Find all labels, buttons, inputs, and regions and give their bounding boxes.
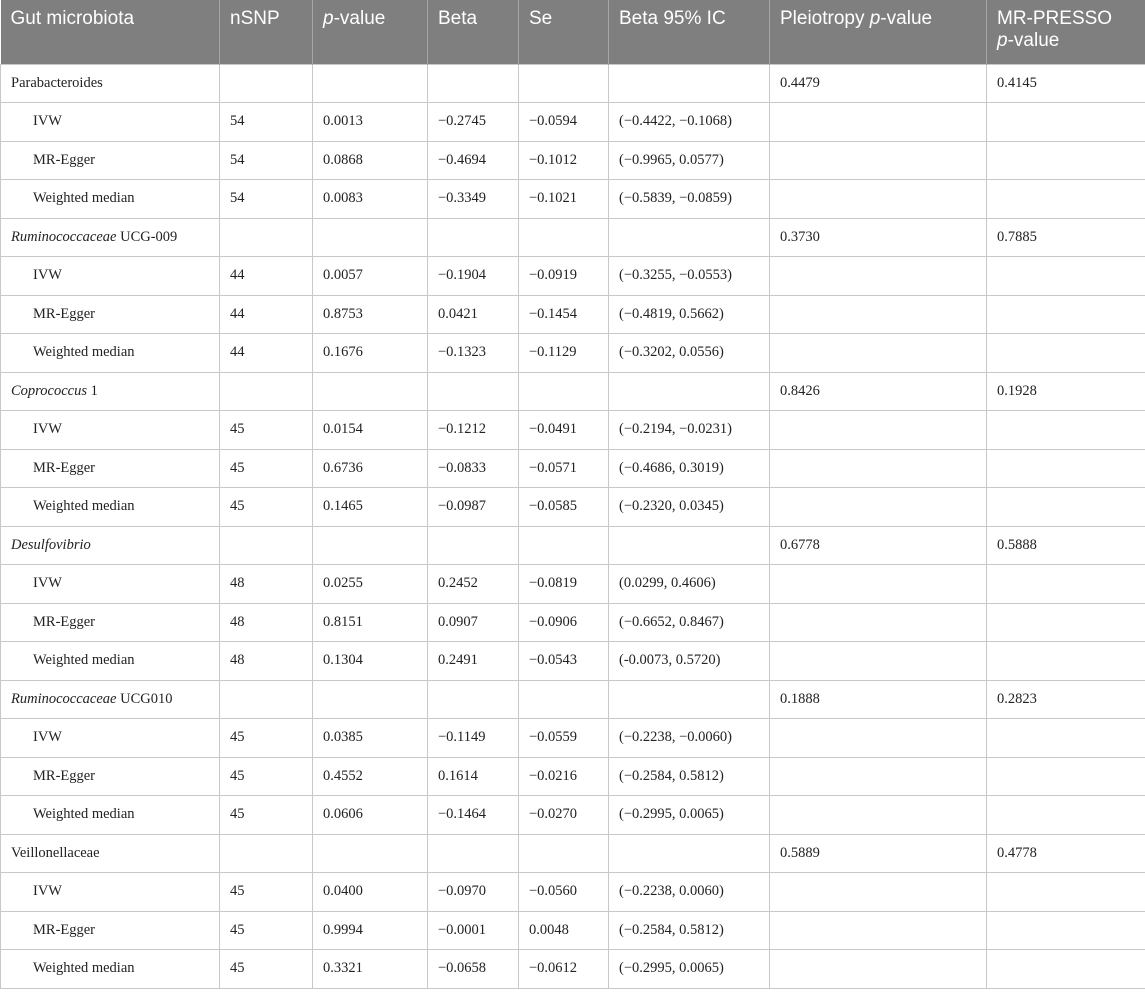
beta-cell: 0.0421 <box>428 295 519 334</box>
ci-cell: (−0.3202, 0.0556) <box>609 334 770 373</box>
method-name: IVW <box>1 411 220 450</box>
nsnp-cell: 45 <box>220 449 313 488</box>
p-value-cell: 0.9994 <box>313 911 428 950</box>
ci-cell: (−0.2995, 0.0065) <box>609 950 770 989</box>
beta-cell: −0.1464 <box>428 796 519 835</box>
microbiota-name <box>1 64 220 103</box>
method-row <box>1 334 1145 373</box>
pleiotropy-p-value <box>770 334 987 373</box>
beta-cell: −0.0833 <box>428 449 519 488</box>
se-cell: −0.0585 <box>519 488 609 527</box>
method-row <box>1 796 1145 835</box>
pleiotropy-p-value <box>770 796 987 835</box>
pleiotropy-p-value <box>770 565 987 604</box>
beta-cell: −0.1212 <box>428 411 519 450</box>
p-value-cell: 0.0083 <box>313 180 428 219</box>
nsnp-cell <box>220 526 313 565</box>
ci-cell <box>609 526 770 565</box>
beta-cell: −0.0001 <box>428 911 519 950</box>
pleiotropy-p-value <box>770 257 987 296</box>
p-value-cell: 0.0013 <box>313 103 428 142</box>
p-value-cell: 0.0255 <box>313 565 428 604</box>
nsnp-cell: 48 <box>220 603 313 642</box>
se-cell: −0.0571 <box>519 449 609 488</box>
mr-presso-p-value <box>987 911 1145 950</box>
method-name: Weighted median <box>1 488 220 527</box>
mr-presso-p-value <box>987 565 1145 604</box>
method-name: IVW <box>1 719 220 758</box>
pleiotropy-p-value <box>770 950 987 989</box>
header-gut-microbiota: Gut microbiota <box>1 0 220 64</box>
ci-cell: (−0.2584, 0.5812) <box>609 911 770 950</box>
beta-cell: −0.1904 <box>428 257 519 296</box>
ci-cell: (-0.0073, 0.5720) <box>609 642 770 681</box>
header-beta-ci: Beta 95% IC <box>609 0 770 64</box>
p-value-cell: 0.8151 <box>313 603 428 642</box>
p-value-cell: 0.0385 <box>313 719 428 758</box>
mr-presso-p-value <box>987 141 1145 180</box>
pleiotropy-p-value: 0.5889 <box>770 834 987 873</box>
method-name: MR-Egger <box>1 449 220 488</box>
ci-cell: (0.0299, 0.4606) <box>609 565 770 604</box>
p-value-cell: 0.0057 <box>313 257 428 296</box>
header-beta: Beta <box>428 0 519 64</box>
ci-cell: (−0.4686, 0.3019) <box>609 449 770 488</box>
mr-presso-p-value <box>987 103 1145 142</box>
mr-presso-p-value <box>987 603 1145 642</box>
method-row <box>1 873 1145 912</box>
pleiotropy-p-value <box>770 180 987 219</box>
nsnp-cell <box>220 218 313 257</box>
p-value-cell <box>313 680 428 719</box>
p-value-cell <box>313 372 428 411</box>
microbiota-name <box>1 218 220 257</box>
microbiota-name-italic: Ruminococcaceae <box>11 690 117 707</box>
mr-presso-p-value <box>987 950 1145 989</box>
method-row <box>1 411 1145 450</box>
mr-presso-p-value: 0.1928 <box>987 372 1145 411</box>
method-row <box>1 757 1145 796</box>
beta-cell: −0.0970 <box>428 873 519 912</box>
ci-cell <box>609 834 770 873</box>
pleiotropy-p-value: 0.8426 <box>770 372 987 411</box>
pleiotropy-p-value <box>770 488 987 527</box>
ci-cell: (−0.2584, 0.5812) <box>609 757 770 796</box>
p-value-cell: 0.8753 <box>313 295 428 334</box>
beta-cell <box>428 526 519 565</box>
mr-presso-p-value <box>987 488 1145 527</box>
mr-presso-p-value: 0.4778 <box>987 834 1145 873</box>
p-value-cell: 0.1676 <box>313 334 428 373</box>
pleiotropy-p-value <box>770 295 987 334</box>
p-value-cell: 0.1304 <box>313 642 428 681</box>
nsnp-cell: 44 <box>220 334 313 373</box>
ci-cell: (−0.2238, 0.0060) <box>609 873 770 912</box>
mr-presso-p-value <box>987 295 1145 334</box>
beta-cell <box>428 680 519 719</box>
beta-cell: −0.0658 <box>428 950 519 989</box>
group-row <box>1 372 1145 411</box>
mr-presso-p-value: 0.2823 <box>987 680 1145 719</box>
nsnp-cell: 48 <box>220 642 313 681</box>
header-nsnp: nSNP <box>220 0 313 64</box>
ci-cell: (−0.9965, 0.0577) <box>609 141 770 180</box>
header-mr-presso-p-value: MR-PRESSO p-value <box>987 0 1145 64</box>
nsnp-cell: 45 <box>220 911 313 950</box>
mr-presso-p-value: 0.4145 <box>987 64 1145 103</box>
p-value-cell <box>313 526 428 565</box>
method-row <box>1 180 1145 219</box>
pleiotropy-p-value <box>770 873 987 912</box>
p-value-cell: 0.3321 <box>313 950 428 989</box>
beta-cell <box>428 372 519 411</box>
nsnp-cell: 45 <box>220 796 313 835</box>
pleiotropy-p-value <box>770 757 987 796</box>
se-cell: −0.0612 <box>519 950 609 989</box>
method-row <box>1 950 1145 989</box>
se-cell: −0.0216 <box>519 757 609 796</box>
header-pleiotropy-p-value: Pleiotropy p-value <box>770 0 987 64</box>
pleiotropy-p-value <box>770 642 987 681</box>
mr-presso-p-value <box>987 257 1145 296</box>
p-value-cell: 0.6736 <box>313 449 428 488</box>
ci-cell: (−0.2320, 0.0345) <box>609 488 770 527</box>
nsnp-cell: 45 <box>220 757 313 796</box>
ci-cell: (−0.2194, −0.0231) <box>609 411 770 450</box>
nsnp-cell <box>220 372 313 411</box>
mr-presso-p-value <box>987 411 1145 450</box>
beta-cell: −0.3349 <box>428 180 519 219</box>
se-cell <box>519 64 609 103</box>
microbiota-name <box>1 680 220 719</box>
se-cell: −0.1454 <box>519 295 609 334</box>
beta-cell: −0.0987 <box>428 488 519 527</box>
method-name: IVW <box>1 103 220 142</box>
ci-cell: (−0.5839, −0.0859) <box>609 180 770 219</box>
se-cell: −0.1012 <box>519 141 609 180</box>
mr-presso-p-value <box>987 757 1145 796</box>
method-name: IVW <box>1 873 220 912</box>
pleiotropy-p-value <box>770 911 987 950</box>
nsnp-cell <box>220 834 313 873</box>
nsnp-cell: 54 <box>220 180 313 219</box>
se-cell: −0.0819 <box>519 565 609 604</box>
method-row <box>1 257 1145 296</box>
group-row <box>1 218 1145 257</box>
ci-cell: (−0.2238, −0.0060) <box>609 719 770 758</box>
microbiota-name-rest: UCG010 <box>116 690 173 707</box>
nsnp-cell <box>220 64 313 103</box>
mr-presso-p-value <box>987 642 1145 681</box>
p-value-cell: 0.0868 <box>313 141 428 180</box>
ci-cell <box>609 218 770 257</box>
beta-cell: −0.1323 <box>428 334 519 373</box>
pleiotropy-p-value: 0.6778 <box>770 526 987 565</box>
method-name: Weighted median <box>1 334 220 373</box>
beta-cell: −0.1149 <box>428 719 519 758</box>
pleiotropy-p-value <box>770 449 987 488</box>
pleiotropy-p-value: 0.4479 <box>770 64 987 103</box>
pleiotropy-p-value <box>770 103 987 142</box>
nsnp-cell <box>220 680 313 719</box>
method-row <box>1 488 1145 527</box>
se-cell: 0.0048 <box>519 911 609 950</box>
beta-cell <box>428 218 519 257</box>
pleiotropy-p-value: 0.1888 <box>770 680 987 719</box>
nsnp-cell: 45 <box>220 411 313 450</box>
method-row <box>1 719 1145 758</box>
method-row <box>1 642 1145 681</box>
se-cell <box>519 680 609 719</box>
p-value-cell <box>313 218 428 257</box>
mr-presso-p-value <box>987 449 1145 488</box>
mr-presso-p-value <box>987 873 1145 912</box>
beta-cell <box>428 834 519 873</box>
method-name: MR-Egger <box>1 603 220 642</box>
header-row <box>1 0 1145 64</box>
method-row <box>1 103 1145 142</box>
method-name: Weighted median <box>1 950 220 989</box>
method-name: MR-Egger <box>1 141 220 180</box>
se-cell: −0.1129 <box>519 334 609 373</box>
method-row <box>1 141 1145 180</box>
beta-cell: 0.2452 <box>428 565 519 604</box>
p-value-cell: 0.1465 <box>313 488 428 527</box>
nsnp-cell: 54 <box>220 103 313 142</box>
ci-cell <box>609 372 770 411</box>
beta-cell: 0.2491 <box>428 642 519 681</box>
table-header <box>1 0 1145 64</box>
se-cell <box>519 526 609 565</box>
group-row <box>1 64 1145 103</box>
microbiota-name <box>1 834 220 873</box>
microbiota-name-italic: Coprococcus <box>11 382 87 399</box>
p-value-cell: 0.0400 <box>313 873 428 912</box>
microbiota-name <box>1 372 220 411</box>
pleiotropy-p-value: 0.3730 <box>770 218 987 257</box>
nsnp-cell: 45 <box>220 488 313 527</box>
mr-presso-p-value <box>987 334 1145 373</box>
mr-presso-p-value <box>987 796 1145 835</box>
method-name: MR-Egger <box>1 757 220 796</box>
header-se: Se <box>519 0 609 64</box>
p-value-cell: 0.4552 <box>313 757 428 796</box>
microbiota-name-rest: Parabacteroides <box>11 74 103 91</box>
microbiota-name <box>1 526 220 565</box>
microbiota-name-rest: 1 <box>86 382 98 399</box>
pleiotropy-p-value <box>770 411 987 450</box>
ci-cell <box>609 680 770 719</box>
method-row <box>1 911 1145 950</box>
se-cell: −0.0906 <box>519 603 609 642</box>
mr-presso-p-value <box>987 180 1145 219</box>
se-cell: −0.0594 <box>519 103 609 142</box>
nsnp-cell: 48 <box>220 565 313 604</box>
group-row <box>1 680 1145 719</box>
header-p-value: p-value <box>313 0 428 64</box>
method-name: MR-Egger <box>1 295 220 334</box>
p-value-cell: 0.0154 <box>313 411 428 450</box>
method-name: Weighted median <box>1 180 220 219</box>
se-cell <box>519 372 609 411</box>
method-row <box>1 603 1145 642</box>
group-row <box>1 834 1145 873</box>
method-name: Weighted median <box>1 796 220 835</box>
beta-cell: 0.0907 <box>428 603 519 642</box>
microbiota-name-rest: UCG-009 <box>116 228 178 245</box>
se-cell: −0.0491 <box>519 411 609 450</box>
beta-cell: −0.4694 <box>428 141 519 180</box>
beta-cell: −0.2745 <box>428 103 519 142</box>
se-cell: −0.0919 <box>519 257 609 296</box>
microbiota-name-rest: Veillonellaceae <box>11 844 100 861</box>
mr-presso-p-value <box>987 719 1145 758</box>
mr-presso-p-value: 0.5888 <box>987 526 1145 565</box>
mr-presso-p-value: 0.7885 <box>987 218 1145 257</box>
beta-cell <box>428 64 519 103</box>
p-value-cell: 0.0606 <box>313 796 428 835</box>
ci-cell: (−0.2995, 0.0065) <box>609 796 770 835</box>
pleiotropy-p-value <box>770 719 987 758</box>
se-cell: −0.0270 <box>519 796 609 835</box>
ci-cell: (−0.3255, −0.0553) <box>609 257 770 296</box>
method-name: Weighted median <box>1 642 220 681</box>
nsnp-cell: 44 <box>220 257 313 296</box>
microbiota-name-italic: Ruminococcaceae <box>11 228 117 245</box>
nsnp-cell: 44 <box>220 295 313 334</box>
ci-cell: (−0.4422, −0.1068) <box>609 103 770 142</box>
nsnp-cell: 45 <box>220 950 313 989</box>
method-row <box>1 295 1145 334</box>
nsnp-cell: 45 <box>220 873 313 912</box>
ci-cell: (−0.6652, 0.8467) <box>609 603 770 642</box>
table-body <box>1 64 1145 988</box>
nsnp-cell: 45 <box>220 719 313 758</box>
se-cell: −0.1021 <box>519 180 609 219</box>
ci-cell: (−0.4819, 0.5662) <box>609 295 770 334</box>
se-cell <box>519 218 609 257</box>
se-cell <box>519 834 609 873</box>
method-name: IVW <box>1 257 220 296</box>
pleiotropy-p-value <box>770 603 987 642</box>
beta-cell: 0.1614 <box>428 757 519 796</box>
se-cell: −0.0559 <box>519 719 609 758</box>
pleiotropy-p-value <box>770 141 987 180</box>
nsnp-cell: 54 <box>220 141 313 180</box>
method-name: MR-Egger <box>1 911 220 950</box>
ci-cell <box>609 64 770 103</box>
p-value-cell <box>313 834 428 873</box>
se-cell: −0.0560 <box>519 873 609 912</box>
microbiota-name-italic: Desulfovibrio <box>11 536 91 553</box>
group-row <box>1 526 1145 565</box>
p-value-cell <box>313 64 428 103</box>
se-cell: −0.0543 <box>519 642 609 681</box>
method-row <box>1 449 1145 488</box>
method-name: IVW <box>1 565 220 604</box>
method-row <box>1 565 1145 604</box>
